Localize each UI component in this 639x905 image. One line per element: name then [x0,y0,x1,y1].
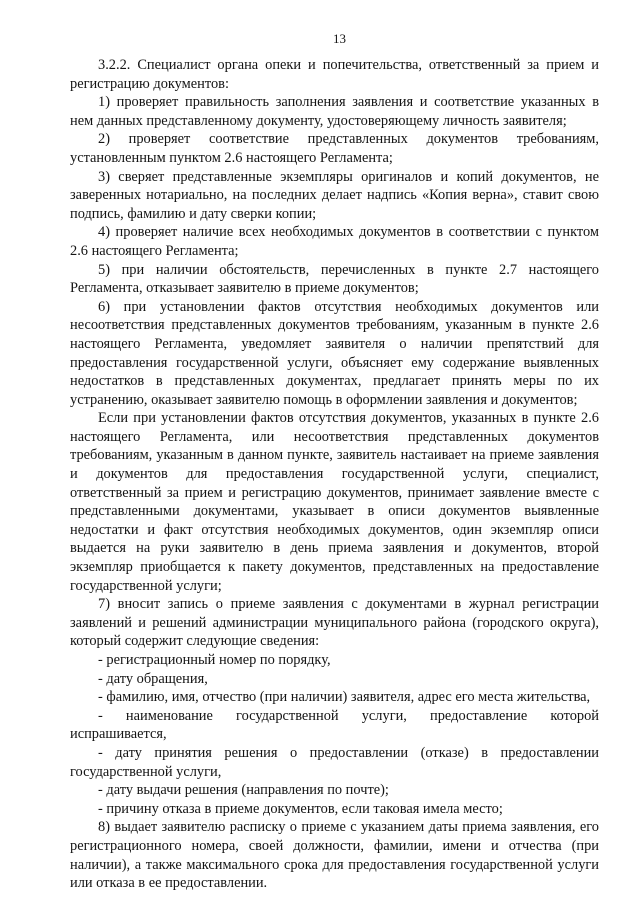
journal-field-refusal-reason: - причину отказа в приеме документов, если таковая имела место; [98,800,503,817]
page-number: 13 [333,31,346,46]
journal-field-service-name: - наименование государственной услуги, предоставление которой испрашивается, [70,707,599,743]
journal-field-applicant: - фамилию, имя, отчество (при наличии) заявителя, адрес его места жительства, [98,689,591,706]
item-2-check-requirements: 2) проверяет соответствие представленных документов требованиям, установленным пунктом 2.6 настоящего Регламента; [70,131,599,166]
journal-field-decision-date: - дату принятия решения о предоставлении (отказе) в предоставлении государственной услуги, [70,744,599,780]
journal-field-reg-number: - регистрационный номер по порядку, [98,652,331,668]
item-3-verify-copies: 3) сверяет представленные экземпляры оригиналов и копий документов, не заверенных нотариально, на последних делает надпись «Копия верна», ставит свою подпись, фамилию и дату сверки копии; [70,168,599,222]
section-heading-3-2-2: 3.2.2. Специалист органа опеки и попечительства, ответственный за прием и регистрацию документов: [70,57,599,92]
journal-field-date: - дату обращения, [98,670,208,687]
item-6-notify-obstacles: 6) при установлении фактов отсутствия необходимых документов или несоответствия представленных документов требованиям, указанным в пункте 2.6 настоящего Регламента, уведомляет заявителя о наличии препятствий для предоставления государственной услуги, объясняет ему содержание выявленных недостатков в представленных документах, предлагает принять меры по их устранению, оказывает заявителю помощь в оформлении заявления и документов; [70,298,599,408]
journal-field-issue-date: - дату выдачи решения (направления по почте); [98,782,389,799]
item-4-check-completeness: 4) проверяет наличие всех необходимых документов в соответствии с пунктом 2.6 настоящего Регламента; [70,224,599,259]
item-8-issue-receipt: 8) выдает заявителю расписку о приеме с указанием даты приема заявления, его регистрационного номера, своей должности, фамилии, имени и отчества (при наличии), а также максимального срока для предоставления государственной услуги или отказа в ее предоставлении. [70,819,599,892]
item-1-check-application: 1) проверяет правильность заполнения заявления и соответствие указанных в нем данных представленному документу, удостоверяющему личность заявителя; [70,94,599,129]
item-5-refuse-acceptance: 5) при наличии обстоятельств, перечисленных в пункте 2.7 настоящего Регламента, отказывает заявителю в приеме документов; [70,261,599,297]
item-7-register-in-journal: 7) вносит запись о приеме заявления с документами в журнал регистрации заявлений и решений администрации муниципального района (городского округа), который содержит следующие сведения: [70,596,599,650]
paragraph-if-applicant-insists: Если при установлении фактов отсутствия документов, указанных в пункте 2.6 настоящего Регламента, или несоответствия представленных документов требованиям, указанным в данном пункте, заявитель настаивает на приеме заявления и документов для предоставления государственной услуги, специалист, ответственный за прием и регистрацию документов, принимает заявление вместе с представленными документами, указывает в описи документов выявленные недостатки и факт отсутствия необходимых документов, один экземпляр описи выдается на руки заявителю в день приема заявления и документов, второй экземпляр приобщается к пакету документов, представленных на предоставление государственной услуги; [70,410,599,594]
